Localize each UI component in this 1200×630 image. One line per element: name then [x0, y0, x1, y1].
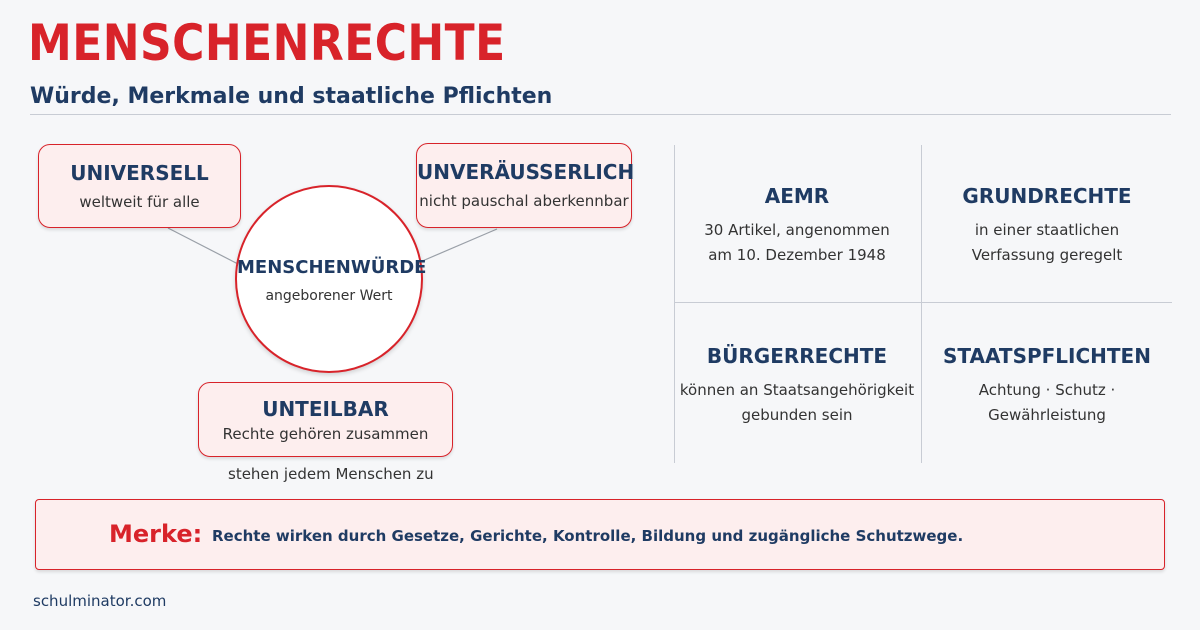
center-subtitle: angeborener Wert — [265, 288, 393, 304]
cell-title: AEMR — [764, 184, 830, 208]
cell-title: GRUNDRECHTE — [962, 184, 1132, 208]
footer-source: schulminator.com — [33, 592, 167, 610]
connector-universell — [168, 228, 238, 264]
cell-line: Verfassung geregelt — [971, 246, 1123, 264]
cell-line: gebunden sein — [741, 406, 853, 424]
merke-text: Rechte wirken durch Gesetze, Gerichte, Kontrolle, Bildung und zugängliche Schutzwege. — [212, 527, 964, 545]
center-title: MENSCHENWÜRDE — [237, 257, 427, 278]
node-unteilbar — [198, 382, 453, 457]
node-subtitle: weltweit für alle — [79, 193, 200, 211]
grid-divider-horizontal — [674, 302, 1172, 303]
node-title: UNVERÄUSSERLICH — [417, 160, 635, 184]
grid-cell-aemr — [674, 184, 920, 268]
center-menschenwuerde — [235, 185, 427, 373]
node-unveraeusserlich — [416, 143, 635, 228]
cell-line: am 10. Dezember 1948 — [708, 246, 886, 264]
cell-line: können an Staatsangehörigkeit — [679, 381, 915, 399]
grid-divider-vertical — [921, 145, 922, 463]
grid-cell-buergerrechte — [674, 344, 920, 428]
node-universell — [38, 144, 241, 228]
node-title: UNTEILBAR — [262, 397, 389, 421]
cell-line: Gewährleistung — [988, 406, 1106, 424]
cell-title: STAATSPFLICHTEN — [943, 344, 1151, 368]
cell-line: in einer staatlichen — [974, 221, 1120, 239]
merke-label: Merke: — [109, 520, 203, 548]
cell-line: Achtung · Schutz · — [978, 381, 1116, 399]
node-subtitle: nicht pauschal aberkennbar — [419, 192, 629, 210]
node-title: UNIVERSELL — [70, 161, 209, 185]
page-subtitle: Würde, Merkmale und staatliche Pflichten — [30, 84, 553, 109]
node-subtitle: Rechte gehören zusammen — [222, 425, 429, 443]
cell-title: BÜRGERRECHTE — [706, 344, 888, 368]
merke-box — [35, 499, 1165, 570]
grid-cell-staatspflichten — [924, 344, 1170, 428]
grid-cell-grundrechte — [924, 184, 1170, 268]
page-title: MENSCHENRECHTE — [28, 14, 506, 72]
cell-line: 30 Artikel, angenommen — [704, 221, 890, 239]
connector-unveraeusserlich — [420, 229, 497, 262]
diagram-note: stehen jedem Menschen zu — [228, 465, 434, 483]
